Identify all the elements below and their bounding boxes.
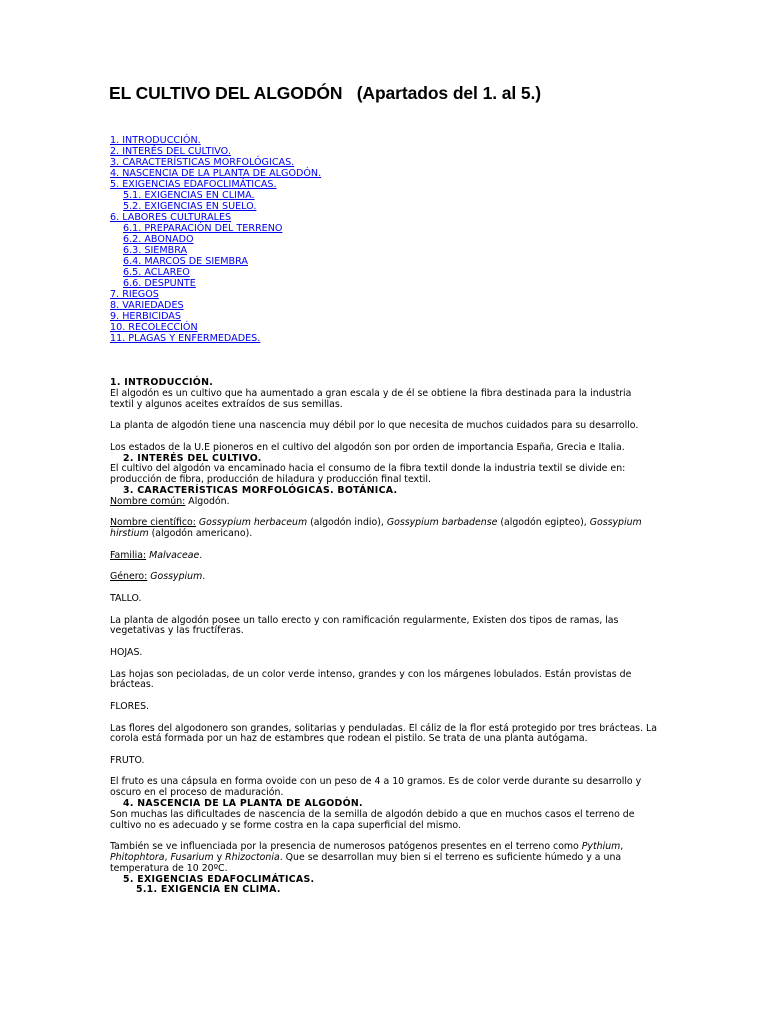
toc-link[interactable]: 11. PLAGAS Y ENFERMEDADES. (110, 333, 261, 344)
toc-link[interactable]: 6.6. DESPUNTE (123, 278, 196, 289)
subsection-heading-clima: 5.1. EXIGENCIA EN CLIMA. (136, 884, 281, 896)
species-name: Rhizoctonia (225, 852, 280, 864)
toc-link[interactable]: 9. HERBICIDAS (110, 311, 181, 322)
common-name-line (110, 497, 658, 508)
document-body (110, 378, 658, 896)
table-of-contents (110, 135, 321, 344)
toc-link[interactable]: 5. EXIGENCIAS EDAFOCLIMÁTICAS. (110, 179, 277, 190)
paragraph (110, 842, 658, 874)
toc-link[interactable]: 6.5. ACLAREO (123, 267, 190, 278)
toc-link[interactable]: 3. CARACTERÍSTICAS MORFOLÓGICAS. (110, 157, 295, 168)
page-title: EL CULTIVO DEL ALGODÓN (Apartados del 1. al 5.) (109, 83, 542, 103)
paragraph: El cultivo del algodón va encaminado hacia el consumo de la fibra textil donde la industria textil se divide en: producción de fibra, producción de hiladura y producción final textil. (110, 463, 626, 486)
paragraph: El fruto es una cápsula en forma ovoide con un peso de 4 a 10 gramos. Es de color verde durante su desarrollo y oscuro en el proceso de maduración. (110, 776, 642, 799)
species-name: Phitophtora (110, 852, 165, 864)
section-heading-nascencia: 4. NASCENCIA DE LA PLANTA DE ALGODÓN. (123, 798, 363, 810)
toc-link[interactable]: 2. INTERÉS DEL CULTIVO. (110, 146, 231, 157)
text-fragment: , (620, 841, 624, 853)
toc-link[interactable]: 4. NASCENCIA DE LA PLANTA DE ALGODÓN. (110, 168, 322, 179)
toc-link[interactable]: 10. RECOLECCIÓN (110, 322, 198, 333)
subheading-hojas: HOJAS. (110, 646, 143, 658)
paragraph: Son muchas las dificultades de nascencia de la semilla de algodón debido a que en muchos casos el terreno de cultivo no es adecuado y se forme costra en la capa superficial del mismo. (110, 808, 635, 831)
toc-link[interactable]: 8. VARIEDADES (110, 300, 184, 311)
species-name: Gossypium barbadense (386, 517, 498, 529)
species-name: Fusarium (170, 852, 214, 864)
family-value: Malvaceae (149, 549, 200, 561)
text-fragment: y (213, 852, 226, 864)
toc-link[interactable]: 1. INTRODUCCIÓN. (110, 135, 201, 146)
paragraph: El algodón es un cultivo que ha aumentado a gran escala y de él se obtiene la fibra destinada para la industria textil y algunos aceites extraídos de sus semillas. (110, 387, 632, 410)
toc-link[interactable]: 5.2. EXIGENCIAS EN SUELO. (123, 201, 257, 212)
scientific-name-line (110, 518, 658, 540)
paragraph: Las hojas son pecioladas, de un color verde intenso, grandes y con los márgenes lobulados. Están provistas de brácteas. (110, 668, 632, 691)
section-heading-introduccion: 1. INTRODUCCIÓN. (110, 377, 214, 388)
text-fragment: (algodón americano). (148, 528, 253, 540)
toc-link[interactable]: 7. RIEGOS (110, 289, 159, 300)
text-fragment: . Que se desarrollan muy bien si el terreno es suficiente húmedo y a una temperatura de 10 20ºC. (110, 852, 622, 874)
subheading-tallo: TALLO. (110, 592, 142, 604)
species-name: Gossypium herbaceum (198, 517, 308, 529)
paragraph: Las flores del algodonero son grandes, solitarias y penduladas. El cáliz de la flor está protegido por tres brácteas. La corola está formada por un haz de estambres que rodean el pistilo. Se trata de una planta autógama. (110, 722, 657, 745)
subheading-fruto: FRUTO. (110, 754, 145, 766)
text-fragment: También se ve influenciada por la presencia de numerosos patógenos presentes en el terreno como (110, 841, 582, 853)
toc-link[interactable]: 6.3. SIEMBRA (123, 245, 188, 256)
subheading-flores: FLORES. (110, 700, 150, 712)
toc-link[interactable]: 6.4. MARCOS DE SIEMBRA (123, 256, 248, 267)
genus-line: Género: Gossypium. (110, 571, 206, 583)
field-label: Género: (110, 571, 148, 583)
toc-link[interactable]: 6. LABORES CULTURALES (110, 212, 232, 223)
text-fragment: (algodón indio), (307, 517, 387, 529)
family-line: Familia: Malvaceae. (110, 549, 203, 561)
section-heading-interes: 2. INTERÉS DEL CULTIVO. (123, 452, 262, 464)
genus-value: Gossypium (150, 571, 203, 583)
field-label: Nombre común: (110, 495, 186, 507)
paragraph: La planta de algodón posee un tallo erecto y con ramificación regularmente, Existen dos tipos de ramas, las vegetativas y las fructíferas. (110, 614, 619, 637)
field-value: Algodón. (185, 495, 230, 507)
section-heading-caracteristicas: 3. CARACTERÍSTICAS MORFOLÓGICAS. BOTÁNICA. (123, 484, 398, 496)
toc-link[interactable]: 6.1. PREPARACIÓN DEL TERRENO (123, 223, 283, 234)
species-name: Gossypium hirstium (110, 517, 642, 540)
field-label: Nombre científico: (110, 517, 196, 529)
text-fragment: , (164, 852, 171, 864)
section-heading-exigencias: 5. EXIGENCIAS EDAFOCLIMÁTICAS. (123, 873, 315, 885)
field-label: Familia: (110, 549, 147, 561)
text-fragment: (algodón egipteo), (497, 517, 590, 529)
paragraph: Los estados de la U.E pioneros en el cultivo del algodón son por orden de importancia España, Grecia e Italia. (110, 441, 625, 453)
toc-link[interactable]: 6.2. ABONADO (123, 234, 194, 245)
species-name: Pythium (581, 841, 621, 853)
toc-link[interactable]: 5.1. EXIGENCIAS EN CLIMA. (123, 190, 255, 201)
paragraph: La planta de algodón tiene una nascencia muy débil por lo que necesita de muchos cuidados para su desarrollo. (110, 420, 639, 432)
